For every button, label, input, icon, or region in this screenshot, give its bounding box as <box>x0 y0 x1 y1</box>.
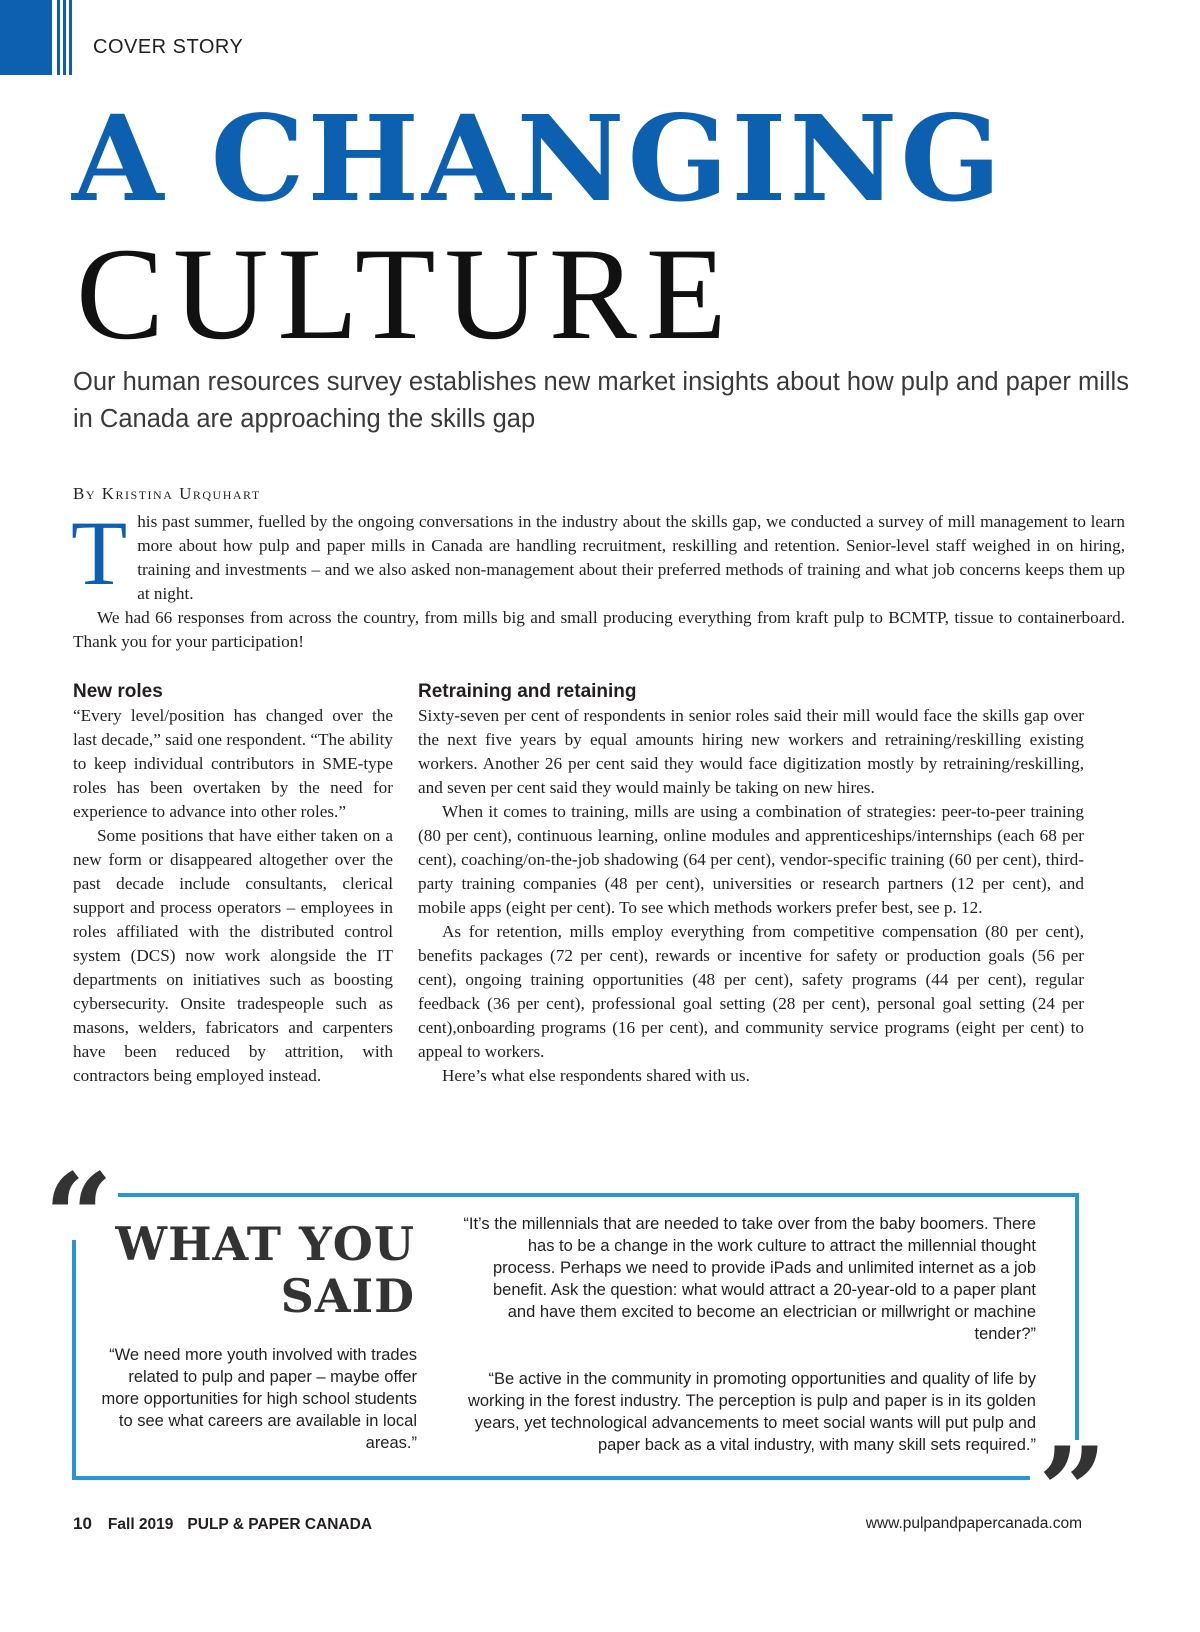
section-label: COVER STORY <box>93 36 244 58</box>
body-paragraph: “Every level/position has changed over the last decade,” said one respondent. “The ability to keep individual contributors in SME-type roles has been overtaken by the need for experience to advance into other roles.” <box>73 706 393 821</box>
column-new-roles <box>73 680 393 1088</box>
header-rule <box>69 0 72 75</box>
respondent-quote: “We need more youth involved with trades related to pulp and paper – maybe offer more opportunities for high school students to see what careers are available in local areas.” <box>101 1346 417 1452</box>
body-paragraph: As for retention, mills employ everything from competitive compensation (80 per cent), benefits packages (72 per cent), rewards or incentive for safety or production goals (56 per cent), ongoing training opportunities (48 per cent), safety programs (44 per cent), regular feedback (36 per cent), professional goal setting (28 per cent), personal goal setting (24 per cent),onboarding programs (16 per cent), and community service programs (eight per cent) to appeal to workers. <box>418 922 1084 1061</box>
intro-paragraph: his past summer, fuelled by the ongoing conversations in the industry about the skills gap, we conducted a survey of mill management to learn more about how pulp and paper mills in Canada are handling recruitment, reskilling and retention. Senior-level staff weighed in on hiring, training and investments – and we also asked non-management about their preferred methods of training and what job concerns keeps them up at night. <box>137 512 1125 603</box>
page-number: 10 <box>73 1514 92 1533</box>
body-paragraph: Sixty-seven per cent of respondents in senior roles said their mill would face the skills gap over the next five years by equal amounts hiring new workers and retraining/reskilling existing workers. Another 26 per cent said they would face digitization mostly by retraining/reskilling, and seven per cent said they would mainly be taking on new hires. <box>418 706 1084 797</box>
sidebar-heading-line: WHAT YOU <box>115 1217 415 1271</box>
intro-paragraph: We had 66 responses from across the country, from mills big and small producing everything from kraft pulp to BCMTP, tissue to containerboard. Thank you for your participation! <box>73 608 1125 651</box>
publication-name: PULP & PAPER CANADA <box>187 1516 373 1533</box>
header-rule <box>57 0 60 75</box>
footer-folio <box>73 1514 372 1534</box>
subhead-retraining: Retraining and retaining <box>418 681 637 702</box>
article-intro <box>71 502 1125 654</box>
column-retraining <box>418 680 1084 1088</box>
close-quote-icon: ” <box>1038 1421 1108 1562</box>
title-line-1: A CHANGING <box>72 89 1005 228</box>
subhead-new-roles: New roles <box>73 681 163 702</box>
byline: By Kristina Urquhart <box>73 484 261 503</box>
respondent-quote: “It’s the millennials that are needed to take over from the baby boomers. There has to be a change in the work culture to attract the millennial thought process. Perhaps we need to provide iPads and unlimited internet as a job benefit. Ask the question: what would attract a 20-year-old to a paper plant and have them excited to become an electrician or millwright or machine tender?” <box>463 1215 1036 1343</box>
article-deck: Our human resources survey establishes new market insights about how pulp and paper mills in Canada are approaching the skills gap <box>73 368 1129 433</box>
issue-date: Fall 2019 <box>107 1516 174 1533</box>
body-paragraph: When it comes to training, mills are using a combination of strategies: peer-to-peer training (80 per cent), continuous learning, online modules and apprenticeships/internships (each 68 per cent), coaching/on-the-job shadowing (64 per cent), vendor-specific training (60 per cent), third-party training companies (48 per cent), universities or research partners (12 per cent), and mobile apps (eight per cent). To see which methods workers prefer best, see p. 12. <box>418 802 1084 917</box>
body-paragraph: Here’s what else respondents shared with us. <box>442 1066 750 1085</box>
sidebar-heading <box>100 1218 415 1322</box>
header-rule <box>63 0 66 75</box>
sidebar-heading-line: SAID <box>280 1269 415 1323</box>
header-color-block <box>0 0 52 75</box>
body-paragraph: Some positions that have either taken on a new form or disappeared altogether over the past decade include consultants, clerical support and process operators – employees in roles affiliated with the distributed control system (DCS) now work alongside the IT departments on initiatives such as boosting cybersecurity. Onsite tradespeople such as masons, welders, fabricators and carpenters have been reduced by attrition, with contractors being employed instead. <box>73 826 393 1085</box>
title-line-2: CULTURE <box>76 220 736 367</box>
drop-cap: T <box>71 502 128 604</box>
website-link[interactable]: www.pulpandpapercanada.com <box>865 1515 1082 1532</box>
respondent-quote: “Be active in the community in promoting opportunities and quality of life by working in the forest industry. The perception is pulp and paper is in its golden years, yet technological advancements to meet social wants will put pulp and paper back as a vital industry, with many skill sets required.” <box>467 1370 1036 1454</box>
open-quote-icon: “ <box>44 1147 114 1288</box>
